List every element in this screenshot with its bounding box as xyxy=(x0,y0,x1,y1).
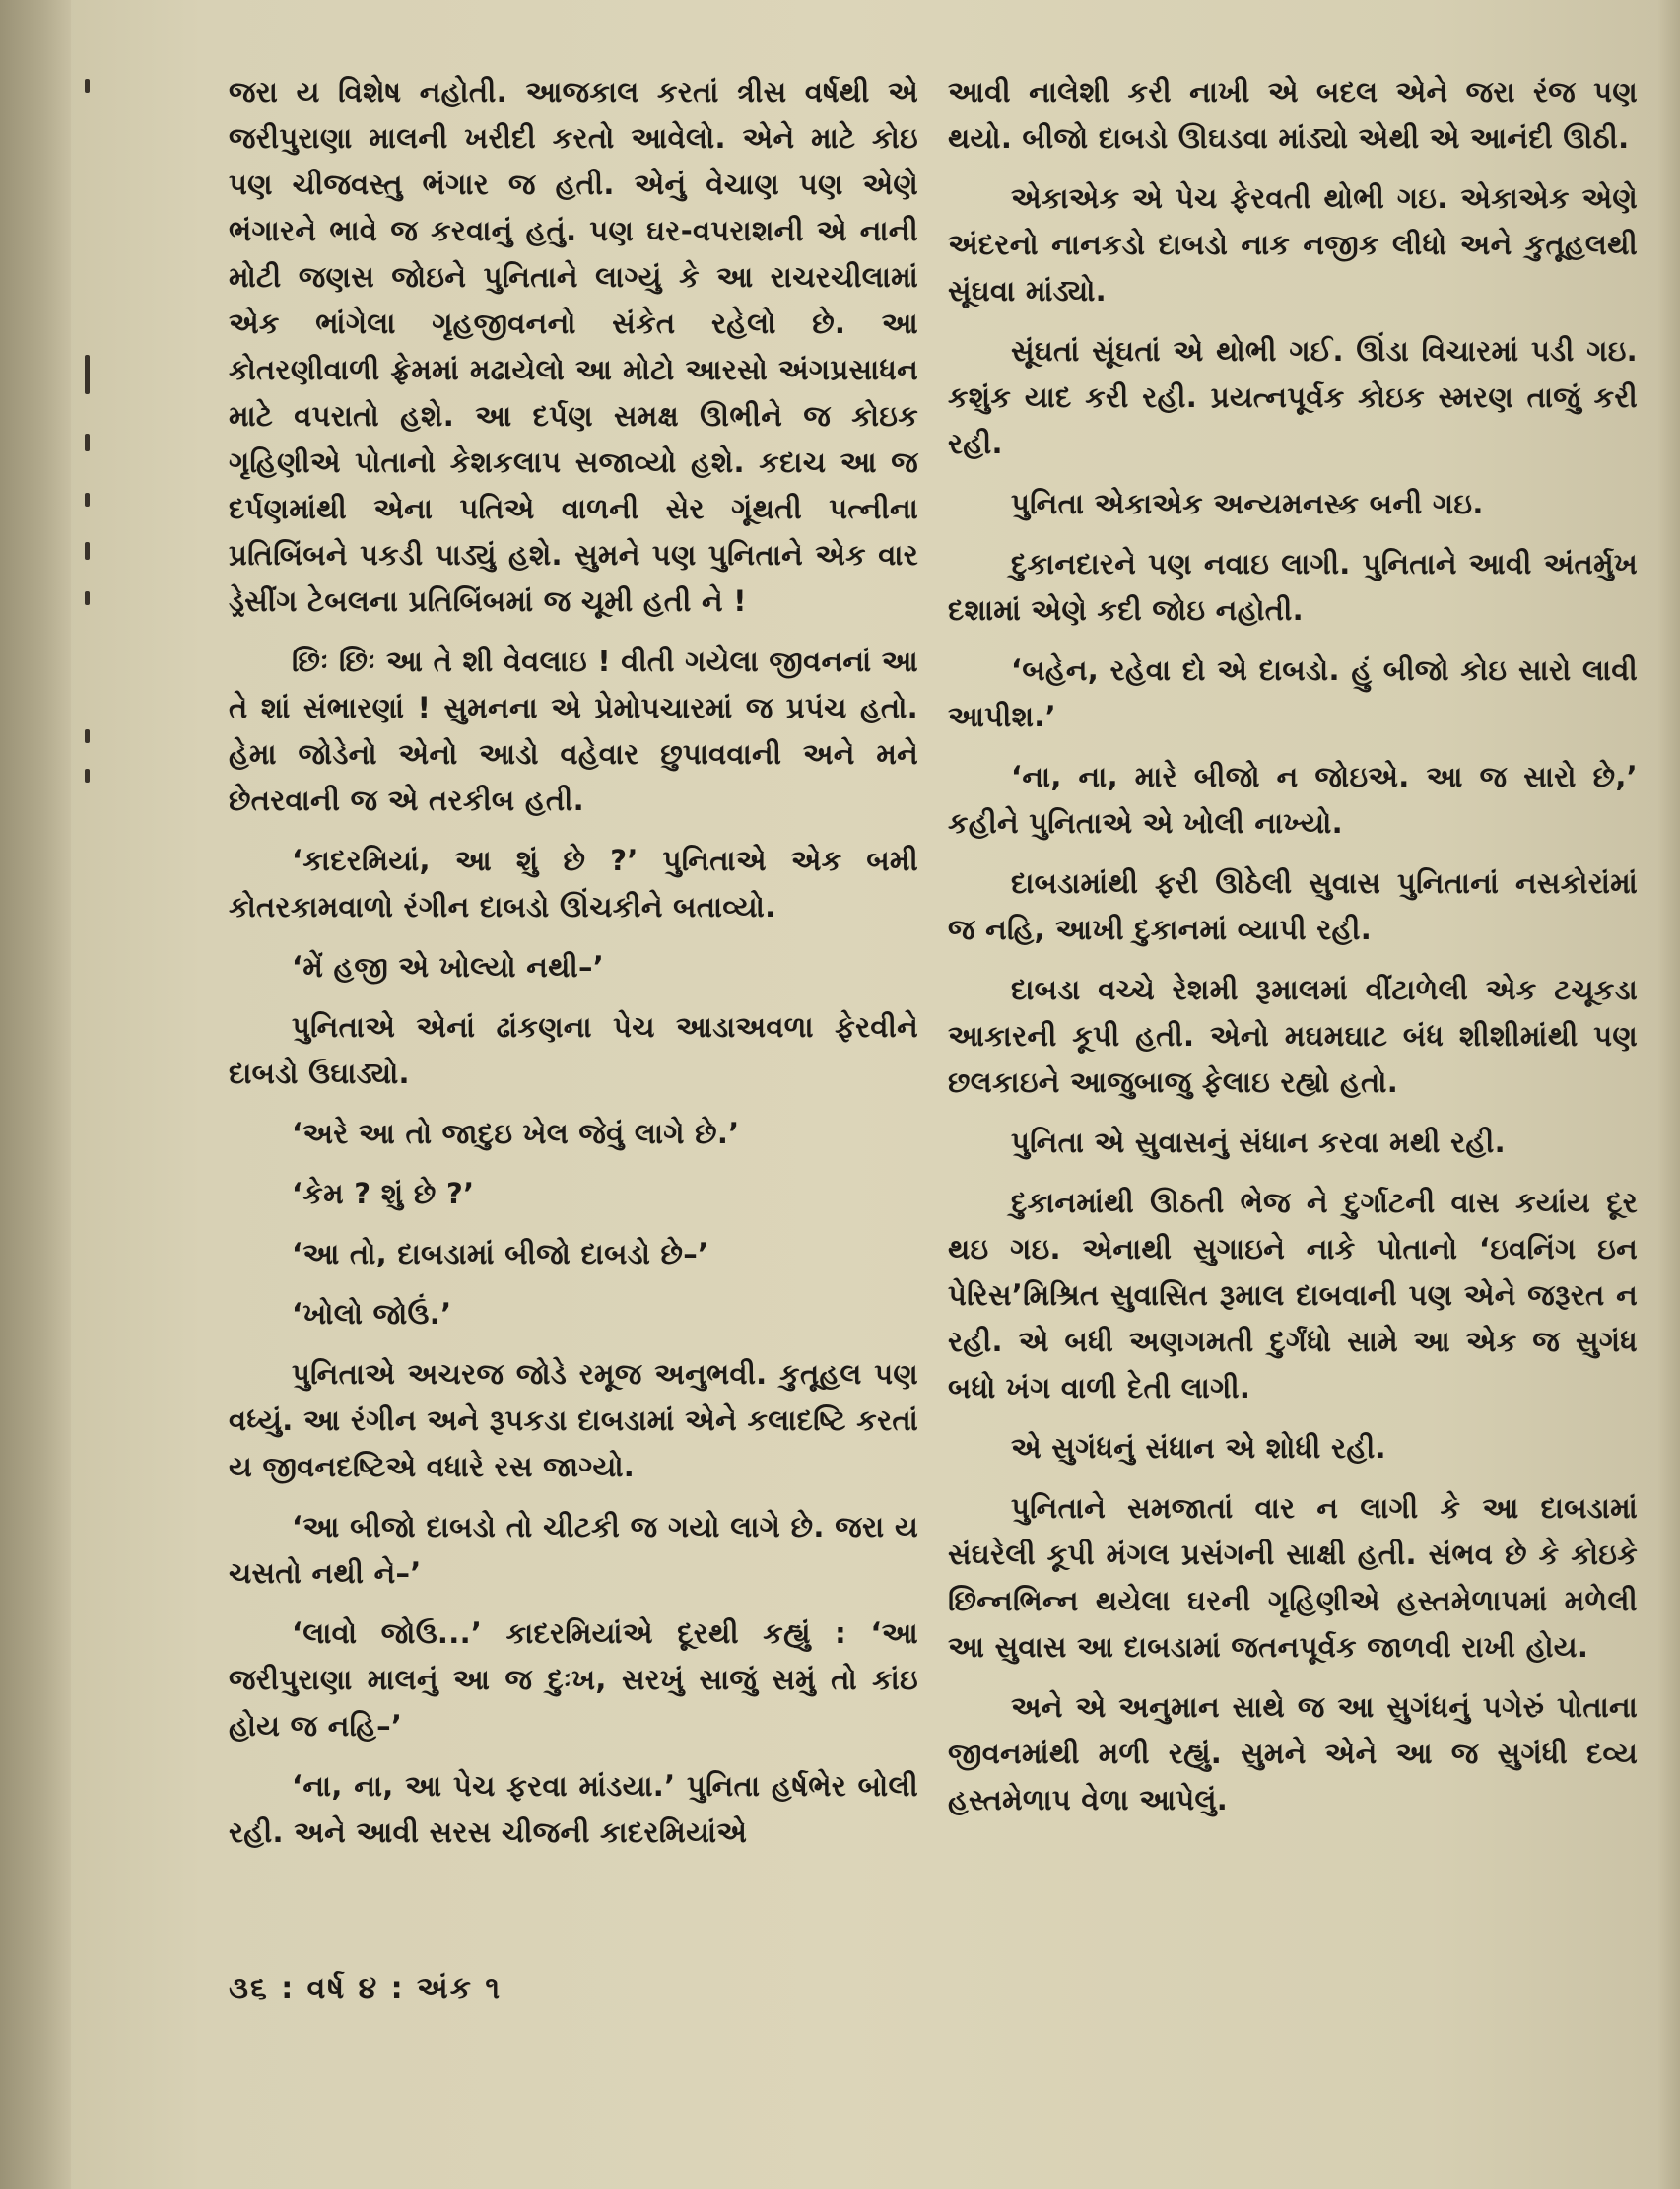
paragraph: પુનિતાએ અચરજ જોડે રમૂજ અનુભવી. કુતૂહલ પણ વધ્યું. આ રંગીન અને રૂપકડા દાબડામાં એને કલાદષ્ટિ કરતાં ય જીવનદષ્ટિએ વધારે રસ જાગ્યો. xyxy=(229,1357,918,1483)
paragraph: આવી નાલેશી કરી નાખી એ બદલ એને જરા રંજ પણ થયો. બીજો દાબડો ઊઘડવા માંડ્યો એથી એ આનંદી ઊઠી. xyxy=(948,75,1638,155)
page-footer: ૩૬ : વર્ષ ૪ : અંક ૧ xyxy=(229,1971,503,2006)
paragraph: ‘ના, ના, આ પેચ ફરવા માંડયા.’ પુનિતા હર્ષભેર બોલી રહી. અને આવી સરસ ચીજની કાદરમિયાંએ xyxy=(229,1769,918,1849)
paragraph: દાબડામાંથી ફરી ઊઠેલી સુવાસ પુનિતાનાં નસકોરાંમાં જ નહિ, આખી દુકાનમાં વ્યાપી રહી. xyxy=(948,866,1638,946)
paragraph: પુનિતાએ એનાં ઢાંકણના પેચ આડાઅવળા ફેરવીને દાબડો ઉઘાડ્યો. xyxy=(229,1010,918,1090)
paragraph: દુકાનદારને પણ નવાઇ લાગી. પુનિતાને આવી અંતર્મુખ દશામાં એણે કદી જોઇ નહોતી. xyxy=(948,547,1638,627)
paragraph: જરા ય વિશેષ નહોતી. આજકાલ કરતાં ત્રીસ વર્ષથી એ જરીપુરાણા માલની ખરીદી કરતો આવેલો. એને માટે કોઇ પણ ચીજવસ્તુ ભંગાર જ હતી. એનું વેચાણ પણ એણે ભંગારને ભાવે જ કરવાનું હતું. પણ ઘર-વપરાશની એ નાની મોટી જણસ જોઇને પુનિતાને લાગ્યું કે આ રાચરચીલામાં એક ભાંગેલા ગૃહજીવનનો સંકેત રહેલો છે. આ કોતરણીવાળી ફ્રેમમાં મઢાયેલો આ મોટો આરસો અંગપ્રસાધન માટે વપરાતો હશે. આ દર્પણ સમક્ષ ઊભીને જ કોઇક ગૃહિણીએ પોતાનો કેશકલાપ સજાવ્યો હશે. કદાચ આ જ દર્પણમાંથી એના પતિએ વાળની સેર ગૂંથતી પત્નીના પ્રતિબિંબને પકડી પાડ્યું હશે. સુમને પણ પુનિતાને એક વાર ડ્રેસીંગ ટેબલના પ્રતિબિંબમાં જ ચૂમી હતી ને ! xyxy=(229,75,918,618)
paragraph: ‘આ તો, દાબડામાં બીજો દાબડો છે–’ xyxy=(292,1237,709,1270)
margin-marks xyxy=(77,79,102,828)
paragraph: પુનિતાને સમજાતાં વાર ન લાગી કે આ દાબડામાં સંઘરેલી કૂપી મંગલ પ્રસંગની સાક્ષી હતી. સંભવ છે કે કોઇકે છિન્નભિન્ન થયેલા ઘરની ગૃહિણીએ હસ્તમેળાપમાં મળેલી આ સુવાસ આ દાબડામાં જતનપૂર્વક જાળવી રાખી હોય. xyxy=(948,1491,1638,1664)
paragraph: છિઃ છિઃ આ તે શી વેવલાઇ ! વીતી ગયેલા જીવનનાં આ તે શાં સંભારણાં ! સુમનના એ પ્રેમોપચારમાં જ પ્રપંચ હતો. હેમા જોડેનો એનો આડો વહેવાર છુપાવવાની અને મને છેતરવાની જ એ તરકીબ હતી. xyxy=(229,645,918,817)
paragraph: ‘ના, ના, મારે બીજો ન જોઇએ. આ જ સારો છે,’ કહીને પુનિતાએ એ ખોલી નાખ્યો. xyxy=(948,760,1638,840)
page-binding-shadow xyxy=(0,0,71,2189)
paragraph: સૂંઘતાં સૂંઘતાં એ થોભી ગઈ. ઊંડા વિચારમાં પડી ગઇ. કશુંક યાદ કરી રહી. પ્રયત્નપૂર્વક કોઇક સ્મરણ તાજું કરી રહી. xyxy=(948,334,1638,460)
paragraph: ‘કેમ ? શું છે ?’ xyxy=(292,1177,475,1210)
paragraph: ‘મેં હજી એ ખોલ્યો નથી–’ xyxy=(292,950,605,984)
paragraph: ‘લાવો જોઉ...’ કાદરમિયાંએ દૂરથી કહ્યું : ‘આ જરીપુરાણા માલનું આ જ દુઃખ, સરખું સાજું સમું તો કાંઇ હોય જ નહિ–’ xyxy=(229,1616,918,1743)
paragraph: દાબડા વચ્ચે રેશમી રૂમાલમાં વીંટાળેલી એક ટચૂકડા આકારની કૂપી હતી. એનો મઘમઘાટ બંધ શીશીમાંથી પણ છલકાઇને આજુબાજુ ફેલાઇ રહ્યો હતો. xyxy=(948,973,1638,1099)
paragraph: એકાએક એ પેચ ફેરવતી થોભી ગઇ. એકાએક એણે અંદરનો નાનકડો દાબડો નાક નજીક લીધો અને કુતૂહલથી સૂંઘવા માંડ્યો. xyxy=(948,181,1638,308)
paragraph: ‘ખોલો જોઉં.’ xyxy=(292,1297,452,1331)
paragraph: પુનિતા એકાએક અન્યમનસ્ક બની ગઇ. xyxy=(1011,487,1484,520)
right-text-column xyxy=(948,69,1638,1837)
paragraph: ‘આ બીજો દાબડો તો ચીટકી જ ગયો લાગે છે. જરા ય ચસતો નથી ને–’ xyxy=(229,1510,918,1590)
left-text-column xyxy=(229,69,918,1870)
paragraph: ‘બહેન, રહેવા દો એ દાબડો. હું બીજો કોઇ સારો લાવી આપીશ.’ xyxy=(948,653,1638,733)
paragraph: એ સુગંધનું સંધાન એ શોધી રહી. xyxy=(1011,1431,1386,1465)
paragraph: અને એ અનુમાન સાથે જ આ સુગંધનું પગેરું પોતાના જીવનમાંથી મળી રહ્યું. સુમને એને આ જ સુગંધી દવ્ય હસ્તમેળાપ વેળા આપેલું. xyxy=(948,1690,1638,1816)
paragraph: ‘અરે આ તો જાદુઇ ખેલ જેવું લાગે છે.’ xyxy=(292,1117,740,1150)
paragraph: દુકાનમાંથી ઊઠતી ભેજ ને દુર્ગાટની વાસ કયાંય દૂર થઇ ગઇ. એનાથી સુગાઇને નાકે પોતાનો ‘ઇવનિંગ ઇન પેરિસ’મિશ્રિત સુવાસિત રૂમાલ દાબવાની પણ એને જરૂરત ન રહી. એ બધી અણગમતી દુર્ગંધો સામે આ એક જ સુગંધ બધો ખંગ વાળી દેતી લાગી. xyxy=(948,1186,1638,1404)
paragraph: પુનિતા એ સુવાસનું સંધાન કરવા મથી રહી. xyxy=(1011,1126,1506,1159)
paragraph: ‘કાદરમિયાં, આ શું છે ?’ પુનિતાએ એક બમી કોતરકામવાળો રંગીન દાબડો ઊંચકીને બતાવ્યો. xyxy=(229,844,918,923)
page-right-edge xyxy=(1658,0,1680,2189)
